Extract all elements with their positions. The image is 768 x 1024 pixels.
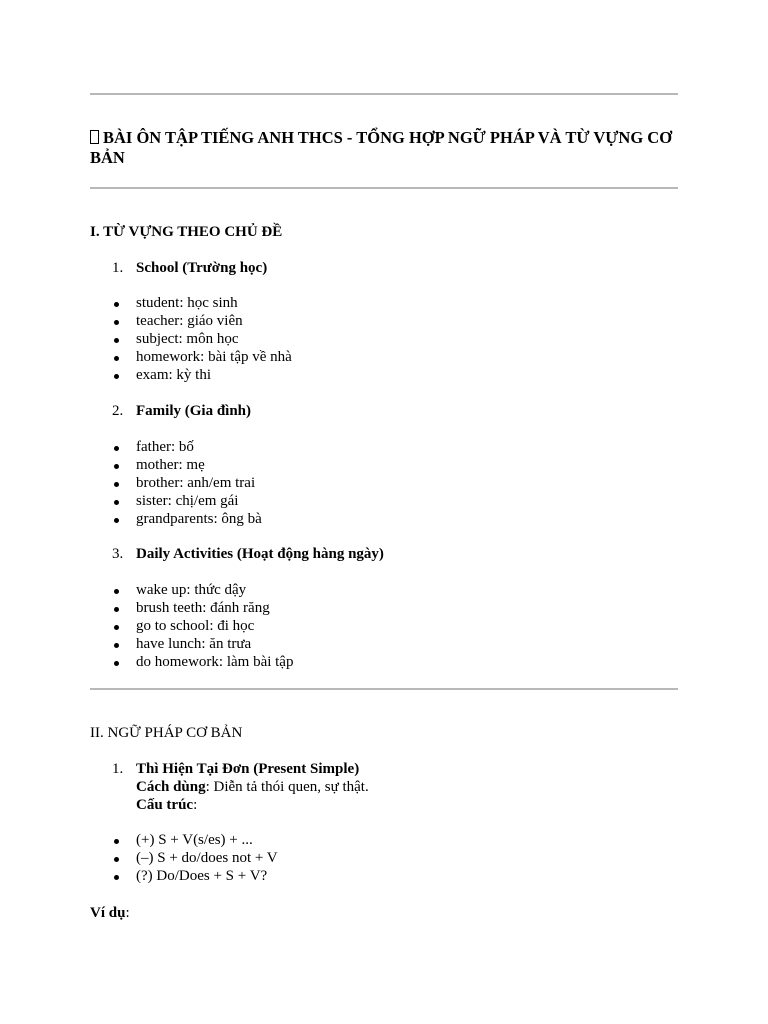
list-item: (?) Do/Does + S + V?: [112, 867, 278, 885]
title-text: BÀI ÔN TẬP TIẾNG ANH THCS - TỔNG HỢP NGỮ PHÁP VÀ TỪ VỰNG CƠ BẢN: [90, 128, 673, 167]
horizontal-rule: [90, 93, 678, 95]
list-number: 3.: [112, 546, 124, 562]
list-item: have lunch: ăn trưa: [112, 635, 293, 653]
list-item: go to school: đi học: [112, 617, 293, 635]
topic-title: School (Trường học): [136, 260, 268, 276]
list-item: mother: mẹ: [112, 456, 262, 474]
example-colon: :: [125, 905, 130, 921]
list-number: 1.: [112, 761, 124, 777]
topic-heading-school: [112, 259, 267, 277]
list-item: subject: môn học: [112, 330, 292, 348]
structure-line: [136, 796, 197, 814]
vocab-list-school: [112, 294, 292, 384]
horizontal-rule: [90, 187, 678, 189]
list-item: father: bố: [112, 438, 262, 456]
list-item: teacher: giáo viên: [112, 312, 292, 330]
topic-heading-family: [112, 402, 251, 420]
usage-line: [136, 778, 369, 796]
structure-colon: :: [193, 797, 198, 813]
list-number: 1.: [112, 260, 124, 276]
topic-heading-present-simple: [112, 760, 359, 778]
topic-title: Daily Activities (Hoạt động hàng ngày): [136, 546, 384, 562]
list-item: brush teeth: đánh răng: [112, 599, 293, 617]
list-item: sister: chị/em gái: [112, 492, 262, 510]
usage-text: : Diễn tả thói quen, sự thật.: [205, 779, 369, 795]
list-item: (–) S + do/does not + V: [112, 849, 278, 867]
horizontal-rule: [90, 688, 678, 690]
vocab-list-daily-activities: [112, 581, 293, 671]
list-item: brother: anh/em trai: [112, 474, 262, 492]
topic-title: Thì Hiện Tại Đơn (Present Simple): [136, 761, 360, 777]
vocab-list-family: [112, 438, 262, 528]
list-item: student: học sinh: [112, 294, 292, 312]
list-item: exam: kỳ thi: [112, 366, 292, 384]
list-item: grandparents: ông bà: [112, 510, 262, 528]
missing-glyph-icon: [90, 130, 99, 144]
structure-list: [112, 831, 278, 885]
section-heading-vocabulary: I. TỪ VỰNG THEO CHỦ ĐỀ: [90, 224, 283, 240]
structure-label: Cấu trúc: [136, 797, 194, 813]
topic-title: Family (Gia đình): [136, 403, 252, 419]
list-item: do homework: làm bài tập: [112, 653, 293, 671]
document-title: [90, 128, 678, 168]
list-number: 2.: [112, 403, 124, 419]
section-heading-grammar: II. NGỮ PHÁP CƠ BẢN: [90, 725, 243, 741]
usage-label: Cách dùng: [136, 779, 206, 795]
list-item: wake up: thức dậy: [112, 581, 293, 599]
example-label-line: [90, 904, 130, 922]
list-item: homework: bài tập về nhà: [112, 348, 292, 366]
topic-heading-daily-activities: [112, 545, 384, 563]
example-label: Ví dụ: [90, 905, 126, 921]
list-item: (+) S + V(s/es) + ...: [112, 831, 278, 849]
